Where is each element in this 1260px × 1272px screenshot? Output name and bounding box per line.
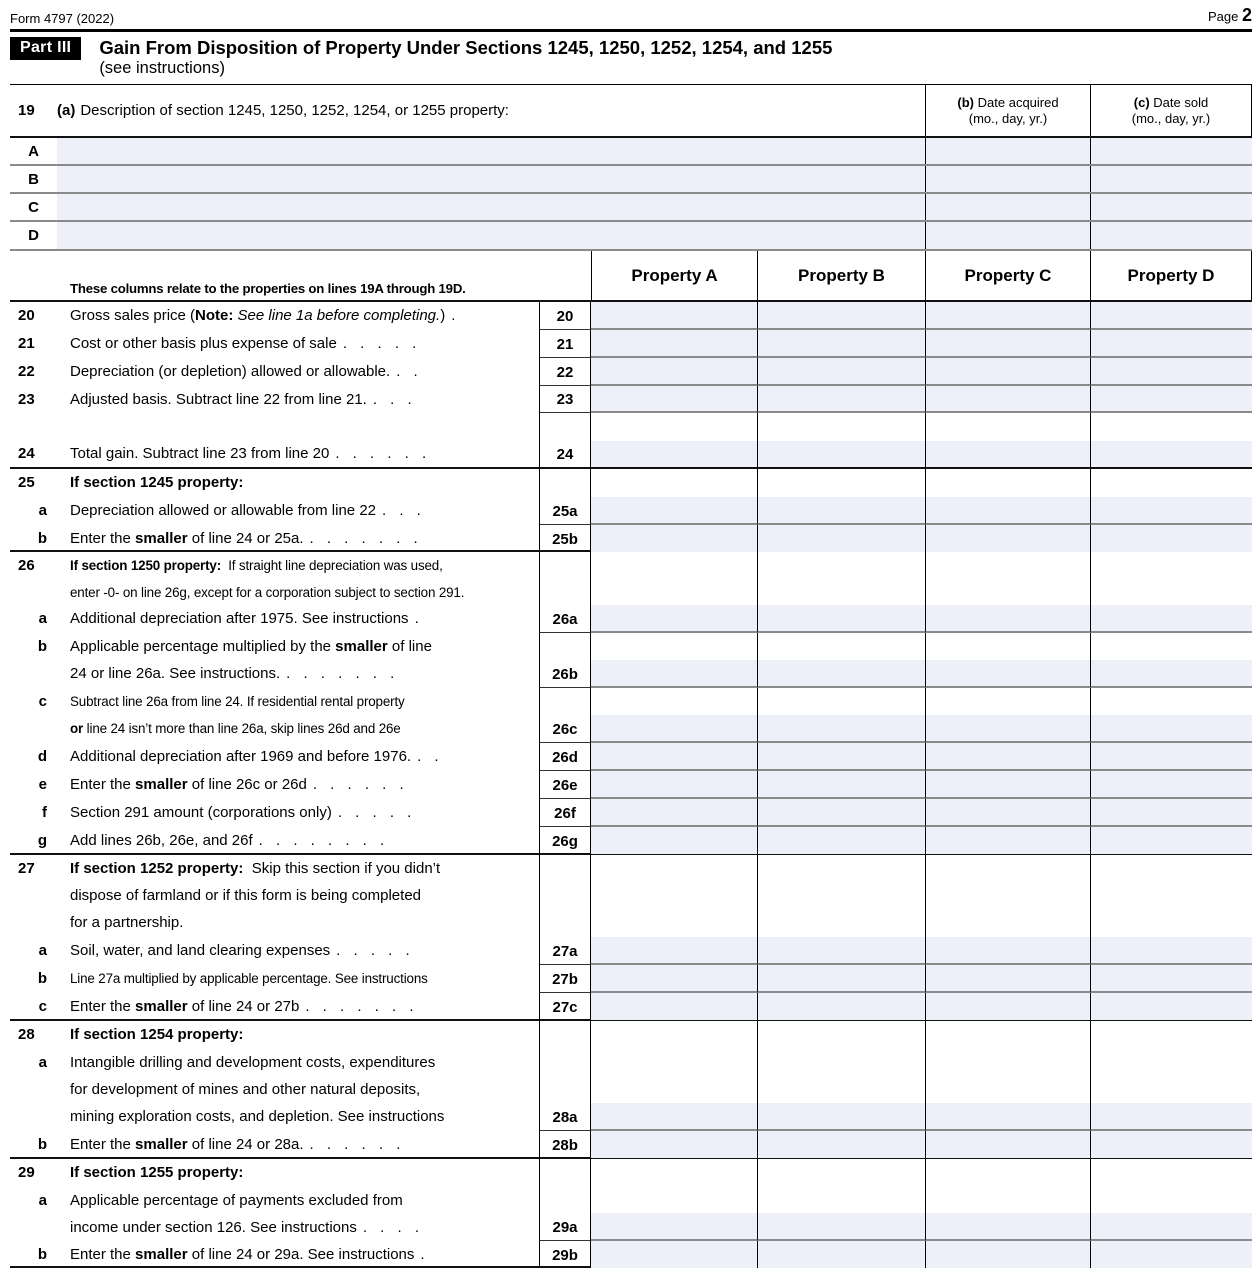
line-label: Section 291 amount (corporations only) . . . . .: [70, 804, 412, 821]
input-cell-28b-b[interactable]: [757, 1131, 925, 1158]
form-line-26f: [10, 799, 1252, 827]
property-description-input-D[interactable]: [57, 222, 925, 249]
line-number-cell: [10, 330, 57, 358]
line-number-cell: [10, 965, 57, 993]
input-cell-28a-b[interactable]: [757, 1049, 925, 1131]
property-header-c: Property C: [925, 251, 1090, 300]
input-cell-20-c[interactable]: [925, 302, 1090, 330]
line-letter: a: [38, 502, 47, 519]
input-cell-26f-a[interactable]: [591, 799, 757, 827]
dot-leader: . . .: [372, 391, 412, 408]
line-label: Additional depreciation after 1975. See instructions .: [70, 610, 419, 627]
input-cell-26g-a[interactable]: [591, 827, 757, 854]
line-label: Depreciation (or depletion) allowed or allowable. . .: [70, 363, 418, 380]
form-line-24: [10, 413, 1252, 469]
form-line-28: [10, 1021, 1252, 1049]
line-label: Adjusted basis. Subtract line 22 from line 21. . . .: [70, 391, 412, 408]
line-label: Intangible drilling and development costs, expenditures for development of mines and other natural deposits, mining exploration costs, and depletion. See instructions: [70, 1054, 445, 1125]
input-cell-28a-d[interactable]: [1090, 1049, 1252, 1131]
line-number-cell: [10, 1021, 57, 1049]
dot-leader: . .: [396, 363, 418, 380]
line-letter: b: [37, 530, 47, 547]
input-cell-27b-a[interactable]: [591, 965, 757, 993]
line-number-box: 21: [539, 330, 591, 358]
input-cell-29a-a[interactable]: [591, 1187, 757, 1241]
row-letter: B: [28, 170, 39, 188]
line-label: Subtract line 26a from line 24. If residential rental property or line 24 isn’t more than line 26a, skip lines 26d and 26e: [70, 694, 405, 736]
empty-cell-26-c: [925, 552, 1090, 605]
line-number-cell: [10, 1159, 57, 1187]
date-sold-input-C[interactable]: [1090, 194, 1252, 220]
form-line-25b: [10, 525, 1252, 552]
line-number: 27: [18, 860, 35, 877]
empty-cell-26-d: [1090, 552, 1252, 605]
input-cell-24-b[interactable]: [757, 413, 925, 467]
input-cell-29b-a[interactable]: [591, 1241, 757, 1268]
line-number-cell: [10, 633, 57, 688]
dot-leader: . . . . . . .: [309, 530, 418, 547]
empty-cell-26-a: [591, 552, 757, 605]
input-cell-20-a[interactable]: [591, 302, 757, 330]
input-cell-22-b[interactable]: [757, 358, 925, 386]
input-cell-26d-d[interactable]: [1090, 743, 1252, 771]
line-number: 21: [18, 335, 35, 352]
line-letter: a: [38, 1192, 47, 1209]
input-cell-23-d[interactable]: [1090, 386, 1252, 413]
form-line-22: [10, 358, 1252, 386]
input-cell-26a-c[interactable]: [925, 605, 1090, 633]
input-cell-26b-c[interactable]: [925, 633, 1090, 688]
line-number: 23: [18, 391, 35, 408]
form-line-26e: [10, 771, 1252, 799]
form-line-28b: [10, 1131, 1252, 1159]
line-19-header-row: [10, 84, 1252, 138]
line-label: Applicable percentage of payments excluded from income under section 126. See instructions . . . .: [70, 1192, 420, 1236]
form-line-21: [10, 330, 1252, 358]
input-cell-27b-c[interactable]: [925, 965, 1090, 993]
line-number-box: [539, 1021, 591, 1049]
form-line-28a: [10, 1049, 1252, 1131]
line-number: 20: [18, 307, 35, 324]
property-row-C: [10, 194, 1252, 222]
line-number-cell: [10, 469, 57, 497]
input-cell-27c-b[interactable]: [757, 993, 925, 1020]
input-cell-25b-b[interactable]: [757, 525, 925, 552]
input-cell-23-a[interactable]: [591, 386, 757, 413]
empty-cell-28-d: [1090, 1021, 1252, 1049]
input-cell-28b-c[interactable]: [925, 1131, 1090, 1158]
input-cell-26e-a[interactable]: [591, 771, 757, 799]
form-line-26g: [10, 827, 1252, 855]
line-letter: a: [38, 1054, 47, 1071]
date-sold-header: (c) Date sold (mo., day, yr.): [1090, 85, 1252, 136]
dot-leader: .: [420, 1246, 425, 1263]
dot-leader: .: [451, 307, 456, 324]
property-header-a: Property A: [591, 251, 757, 300]
line-number-box: 26c: [539, 688, 591, 743]
line-number-box: 26f: [539, 799, 591, 827]
input-cell-28a-c[interactable]: [925, 1049, 1090, 1131]
input-cell-29b-b[interactable]: [757, 1241, 925, 1268]
date-acquired-input-A[interactable]: [925, 138, 1090, 164]
input-cell-24-a[interactable]: [591, 413, 757, 467]
dot-leader: . . . . . . .: [286, 665, 395, 682]
input-cell-28b-d[interactable]: [1090, 1131, 1252, 1158]
line-number-cell: [10, 386, 57, 413]
row-letter: C: [28, 198, 39, 216]
input-cell-26c-a[interactable]: [591, 688, 757, 743]
line-number: 26: [18, 557, 35, 574]
input-cell-27a-d[interactable]: [1090, 937, 1252, 965]
input-cell-26e-c[interactable]: [925, 771, 1090, 799]
input-cell-25a-c[interactable]: [925, 497, 1090, 525]
input-cell-27a-c[interactable]: [925, 937, 1090, 965]
line-number-cell: [10, 1131, 57, 1158]
line-letter: a: [38, 942, 47, 959]
line-number-box: [539, 855, 591, 937]
input-cell-28a-a[interactable]: [591, 1049, 757, 1131]
line-number-box: 26g: [539, 827, 591, 854]
form-line-23: [10, 386, 1252, 413]
line-number: 25: [18, 474, 35, 491]
line-label: If section 1250 property: If straight line depreciation was used, enter -0- on line 26g, except for a corporation subject to section 291.: [70, 558, 465, 600]
property-row-B: [10, 166, 1252, 194]
empty-cell-25-a: [591, 469, 757, 497]
empty-cell-28-a: [591, 1021, 757, 1049]
part-iii-title-block: [99, 37, 832, 78]
input-cell-25a-a[interactable]: [591, 497, 757, 525]
empty-cell-27-c: [925, 855, 1090, 937]
input-cell-26a-b[interactable]: [757, 605, 925, 633]
line-number-box: 20: [539, 302, 591, 330]
form-line-25a: [10, 497, 1252, 525]
line-number: 29: [18, 1164, 35, 1181]
line-label: Enter the smaller of line 24 or 29a. See instructions .: [70, 1246, 425, 1263]
main-table-body: [10, 302, 1252, 1268]
date-acquired-input-D[interactable]: [925, 222, 1090, 249]
line-19-label: [10, 85, 925, 136]
property-row-D: [10, 222, 1252, 251]
line-label: Enter the smaller of line 24 or 25a. . . . . . . .: [70, 530, 418, 547]
input-cell-29a-b[interactable]: [757, 1187, 925, 1241]
line-label: Additional depreciation after 1969 and before 1976. . .: [70, 748, 439, 765]
line-number-cell: [10, 302, 57, 330]
input-cell-24-c[interactable]: [925, 413, 1090, 467]
input-cell-25b-c[interactable]: [925, 525, 1090, 552]
dot-leader: . . . .: [362, 1219, 420, 1236]
line-number-box: 27c: [539, 993, 591, 1020]
line-letter: g: [37, 832, 47, 849]
line-label: Enter the smaller of line 24 or 28a. . . . . . .: [70, 1136, 401, 1153]
line-number-box: 29a: [539, 1187, 591, 1241]
empty-cell-28-b: [757, 1021, 925, 1049]
line-label: If section 1245 property:: [70, 474, 244, 491]
date-acquired-input-B[interactable]: [925, 166, 1090, 192]
form-line-29a: [10, 1187, 1252, 1241]
line-number-cell: [10, 525, 57, 552]
form-line-26d: [10, 743, 1252, 771]
page-header: [10, 0, 1252, 32]
part-iii-header: [10, 37, 1252, 81]
input-cell-22-c[interactable]: [925, 358, 1090, 386]
line-label: Depreciation allowed or allowable from line 22 . . .: [70, 502, 421, 519]
line-number-cell: [10, 1049, 57, 1131]
input-cell-26c-c[interactable]: [925, 688, 1090, 743]
form-line-26b: [10, 633, 1252, 688]
table19-rows: [10, 138, 1252, 251]
form-id: Form 4797 (2022): [10, 11, 115, 26]
input-cell-26c-d[interactable]: [1090, 688, 1252, 743]
input-cell-27c-a[interactable]: [591, 993, 757, 1020]
empty-cell-27-a: [591, 855, 757, 937]
line-number-cell: [10, 688, 57, 743]
line-letter: f: [42, 804, 47, 821]
form-line-26a: [10, 605, 1252, 633]
dot-leader: .: [414, 610, 419, 627]
empty-cell-28-c: [925, 1021, 1090, 1049]
empty-cell-26-b: [757, 552, 925, 605]
dot-leader: . . . . . . .: [305, 998, 414, 1015]
line-number-cell: [10, 743, 57, 771]
input-cell-26g-d[interactable]: [1090, 827, 1252, 854]
form-line-25: [10, 469, 1252, 497]
line-label: Applicable percentage multiplied by the smaller of line 24 or line 26a. See instructions. . . . . . . .: [70, 638, 432, 682]
part-iii-badge: Part III: [10, 37, 81, 60]
input-cell-22-a[interactable]: [591, 358, 757, 386]
line-number-box: [539, 1159, 591, 1187]
line-letter: b: [37, 970, 47, 987]
line-label: Enter the smaller of line 26c or 26d . . . . . .: [70, 776, 404, 793]
line-number-cell: [10, 937, 57, 965]
dot-leader: . . . . . .: [335, 445, 427, 462]
line-label: Gross sales price ( Note: See line 1a before completing. ) .: [70, 307, 456, 324]
input-cell-26f-c[interactable]: [925, 799, 1090, 827]
input-cell-25b-a[interactable]: [591, 525, 757, 552]
line-number-cell: [10, 605, 57, 633]
line-number-box: 27b: [539, 965, 591, 993]
columns-note: These columns relate to the properties on lines 19A through 19D.: [70, 281, 466, 296]
input-cell-25a-d[interactable]: [1090, 497, 1252, 525]
input-cell-26f-d[interactable]: [1090, 799, 1252, 827]
input-cell-26e-d[interactable]: [1090, 771, 1252, 799]
line-number-cell: [10, 799, 57, 827]
line-number-box: 25a: [539, 497, 591, 525]
dot-leader: . . .: [382, 502, 421, 519]
line-letter: b: [37, 1136, 47, 1153]
line-number-cell: [10, 413, 57, 467]
line-number-cell: [10, 993, 57, 1020]
line-label: If section 1255 property:: [70, 1164, 244, 1181]
input-cell-26g-c[interactable]: [925, 827, 1090, 854]
input-cell-29a-c[interactable]: [925, 1187, 1090, 1241]
empty-cell-29-b: [757, 1159, 925, 1187]
line-number-box: [539, 552, 591, 605]
input-cell-26a-a[interactable]: [591, 605, 757, 633]
line-letter: c: [38, 693, 47, 710]
input-cell-26d-c[interactable]: [925, 743, 1090, 771]
line-number: 19: [18, 102, 35, 119]
input-cell-27b-b[interactable]: [757, 965, 925, 993]
empty-cell-29-d: [1090, 1159, 1252, 1187]
input-cell-26a-d[interactable]: [1090, 605, 1252, 633]
input-cell-26d-b[interactable]: [757, 743, 925, 771]
dot-leader: . . . . .: [337, 804, 412, 821]
date-sold-input-A[interactable]: [1090, 138, 1252, 164]
property-header-b: Property B: [757, 251, 925, 300]
dot-leader: . .: [417, 748, 439, 765]
empty-cell-27-b: [757, 855, 925, 937]
line-number-box: 23: [539, 386, 591, 413]
line-number-box: [539, 469, 591, 497]
date-acquired-input-C[interactable]: [925, 194, 1090, 220]
page-number: Page 2: [1207, 5, 1252, 25]
line-number: 24: [18, 445, 35, 462]
line-number-box: 28a: [539, 1049, 591, 1131]
line-letter: d: [37, 748, 47, 765]
line-number-box: 22: [539, 358, 591, 386]
input-cell-21-c[interactable]: [925, 330, 1090, 358]
input-cell-29a-d[interactable]: [1090, 1187, 1252, 1241]
empty-cell-29-a: [591, 1159, 757, 1187]
input-cell-26b-b[interactable]: [757, 633, 925, 688]
form-line-29: [10, 1159, 1252, 1187]
input-cell-29b-c[interactable]: [925, 1241, 1090, 1268]
input-cell-27c-c[interactable]: [925, 993, 1090, 1020]
input-cell-23-c[interactable]: [925, 386, 1090, 413]
input-cell-28b-a[interactable]: [591, 1131, 757, 1158]
property-row-A: [10, 138, 1252, 166]
empty-cell-25-c: [925, 469, 1090, 497]
line-number-box: 27a: [539, 937, 591, 965]
line-label: Soil, water, and land clearing expenses . . . . .: [70, 942, 410, 959]
line-number-box: 24: [539, 413, 591, 467]
form-line-27: [10, 855, 1252, 937]
line-number-box: 29b: [539, 1241, 591, 1268]
input-cell-29b-d[interactable]: [1090, 1241, 1252, 1268]
line-number-box: 26d: [539, 743, 591, 771]
row-letter: D: [28, 227, 39, 244]
line-number-box: 25b: [539, 525, 591, 552]
input-cell-20-b[interactable]: [757, 302, 925, 330]
part-iii-title: Gain From Disposition of Property Under Sections 1245, 1250, 1252, 1254, and 1255: [99, 37, 833, 58]
line-label: Enter the smaller of line 24 or 27b . . . . . . .: [70, 998, 414, 1015]
dot-leader: . . . . . .: [309, 1136, 401, 1153]
input-cell-24-d[interactable]: [1090, 413, 1252, 467]
line-label: Add lines 26b, 26e, and 26f . . . . . . . .: [70, 832, 385, 849]
input-cell-27b-d[interactable]: [1090, 965, 1252, 993]
line-label: Line 27a multiplied by applicable percentage. See instructions: [70, 971, 428, 986]
input-cell-26b-d[interactable]: [1090, 633, 1252, 688]
input-cell-21-a[interactable]: [591, 330, 757, 358]
input-cell-22-d[interactable]: [1090, 358, 1252, 386]
input-cell-26d-a[interactable]: [591, 743, 757, 771]
part-iii-subtitle: (see instructions): [99, 59, 225, 77]
input-cell-26f-b[interactable]: [757, 799, 925, 827]
line-number-cell: [10, 827, 57, 854]
input-cell-20-d[interactable]: [1090, 302, 1252, 330]
dot-leader: . . . . . .: [312, 776, 404, 793]
empty-cell-25-b: [757, 469, 925, 497]
date-sold-input-B[interactable]: [1090, 166, 1252, 192]
line-label: If section 1254 property:: [70, 1026, 244, 1043]
line-number-cell: [10, 771, 57, 799]
property-columns-header: [10, 251, 1252, 302]
property-description-input-A[interactable]: [57, 138, 925, 164]
input-cell-26e-b[interactable]: [757, 771, 925, 799]
date-sold-input-D[interactable]: [1090, 222, 1252, 249]
input-cell-25a-b[interactable]: [757, 497, 925, 525]
date-acquired-header: (b) Date acquired (mo., day, yr.): [925, 85, 1090, 136]
input-cell-26g-b[interactable]: [757, 827, 925, 854]
line-number-box: 26e: [539, 771, 591, 799]
form-line-26: [10, 552, 1252, 605]
line-number-cell: [10, 497, 57, 525]
property-description-input-C[interactable]: [57, 194, 925, 220]
line-number-cell: [10, 358, 57, 386]
input-cell-26b-a[interactable]: [591, 633, 757, 688]
line-number-box: 28b: [539, 1131, 591, 1158]
property-description-input-B[interactable]: [57, 166, 925, 192]
form-line-27c: [10, 993, 1252, 1021]
line-letter: c: [38, 998, 47, 1015]
line-letter: a: [38, 610, 47, 627]
input-cell-21-b[interactable]: [757, 330, 925, 358]
form-line-27b: [10, 965, 1252, 993]
line-number-cell: [10, 1241, 57, 1268]
line-label: Total gain. Subtract line 23 from line 20 . . . . . .: [70, 445, 427, 462]
input-cell-27c-d[interactable]: [1090, 993, 1252, 1020]
dot-leader: . . . . . . . .: [258, 832, 385, 849]
empty-cell-27-d: [1090, 855, 1252, 937]
empty-cell-25-d: [1090, 469, 1252, 497]
input-cell-25b-d[interactable]: [1090, 525, 1252, 552]
line-number: 22: [18, 363, 35, 380]
input-cell-21-d[interactable]: [1090, 330, 1252, 358]
line-label: If section 1252 property: Skip this section if you didn’t dispose of farmland or if this form is being completed for a partnership.: [70, 860, 441, 931]
input-cell-27a-b[interactable]: [757, 937, 925, 965]
line-label: Cost or other basis plus expense of sale . . . . .: [70, 335, 417, 352]
form-line-29b: [10, 1241, 1252, 1268]
dot-leader: . . . . .: [336, 942, 410, 959]
input-cell-23-b[interactable]: [757, 386, 925, 413]
line-letter: b: [37, 1246, 47, 1263]
col-a-prefix: (a): [57, 102, 76, 119]
row-letter: A: [28, 142, 39, 160]
input-cell-26c-b[interactable]: [757, 688, 925, 743]
property-header-d: Property D: [1090, 251, 1252, 300]
input-cell-27a-a[interactable]: [591, 937, 757, 965]
form-line-20: [10, 302, 1252, 330]
line-letter: b: [37, 638, 47, 655]
dot-leader: . . . . .: [342, 335, 417, 352]
line-number-box: 26a: [539, 605, 591, 633]
line-number-cell: [10, 552, 57, 605]
empty-cell-29-c: [925, 1159, 1090, 1187]
form-line-27a: [10, 937, 1252, 965]
line-number-box: 26b: [539, 633, 591, 688]
line-number-cell: [10, 855, 57, 937]
line-letter: e: [38, 776, 47, 793]
form-line-26c: [10, 688, 1252, 743]
line-number-cell: [10, 1187, 57, 1241]
col-a-label: Description of section 1245, 1250, 1252, 1254, or 1255 property:: [80, 102, 509, 119]
line-number: 28: [18, 1026, 35, 1043]
